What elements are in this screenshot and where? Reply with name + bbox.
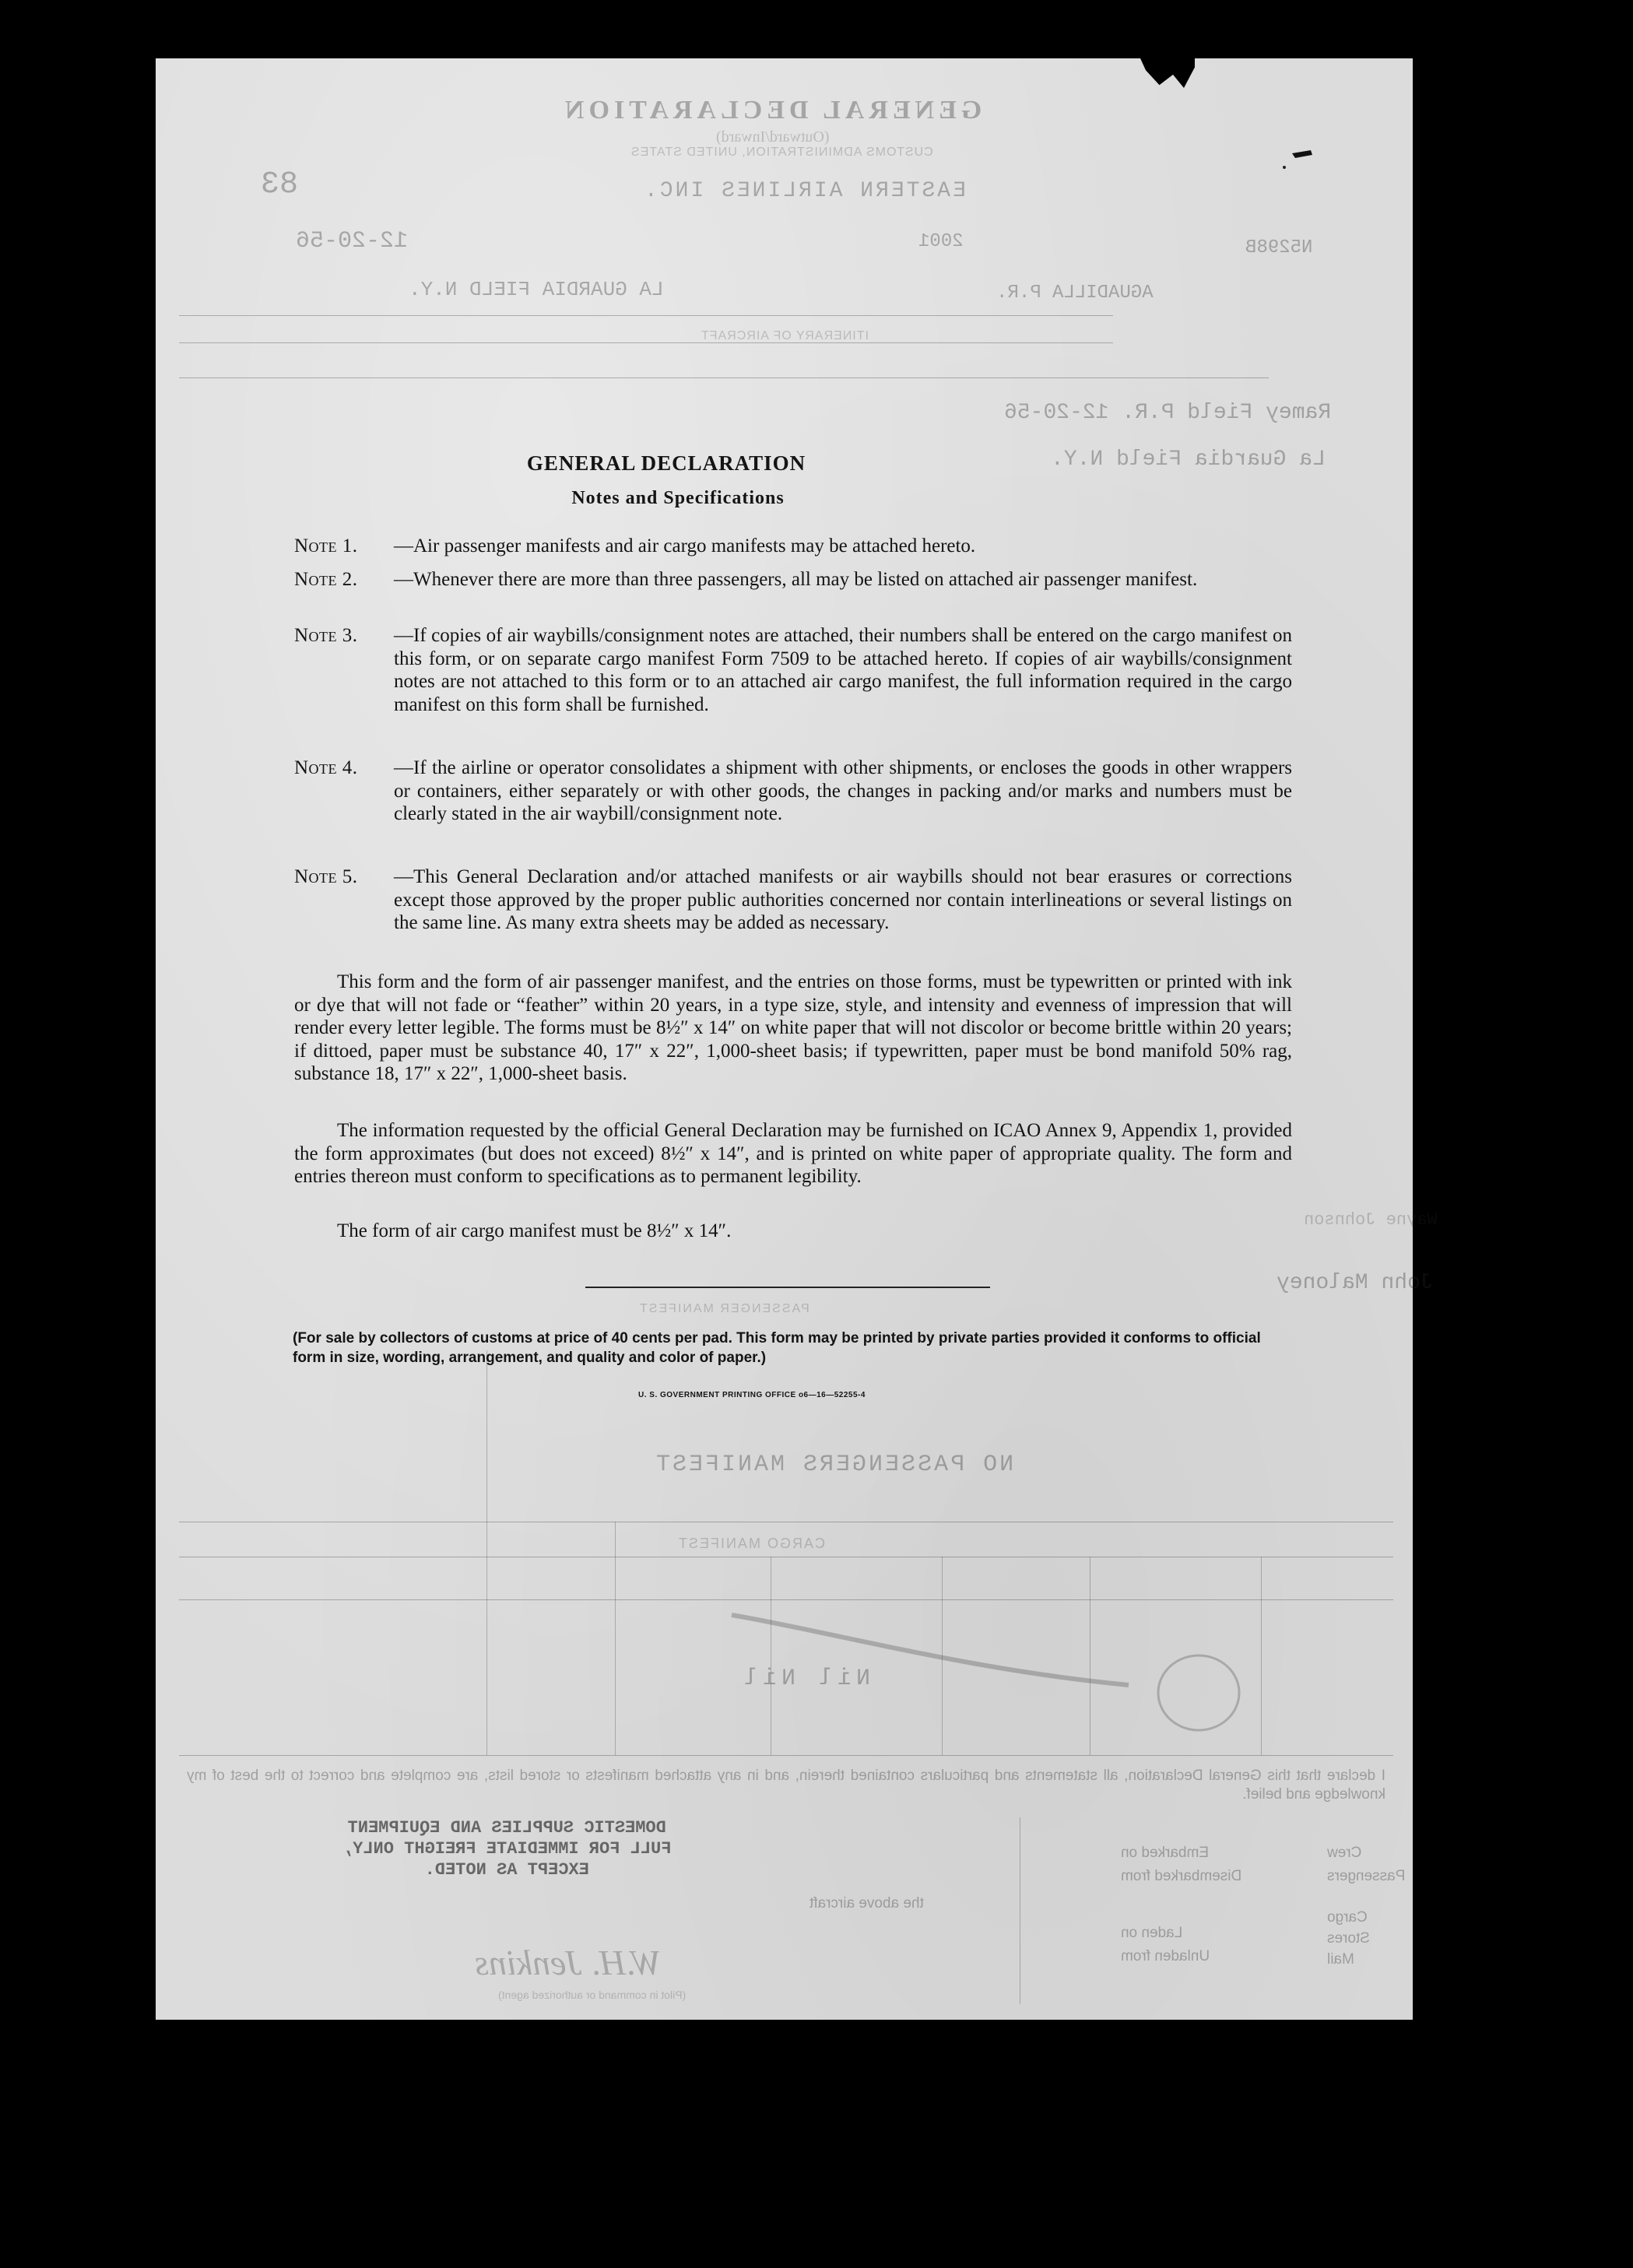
printer-imprint: U. S. GOVERNMENT PRINTING OFFICE o6—16—52255-4 — [638, 1391, 866, 1399]
bleed-round-stamp — [1152, 1646, 1245, 1740]
bleed-stores-label: Stores — [1327, 1930, 1370, 1947]
bleed-page-number: 83 — [261, 167, 299, 202]
stamp-line: FULL FOR IMMEDIATE FREIGHT ONLY, — [342, 1839, 672, 1859]
bleed-declaration: I declare that this General Declaration, all statements and particulars contained therein, and in any attached manifests or stored lists, are complete and correct to the best of my knowledge and belief. — [187, 1768, 1385, 1803]
bleed-signature: W.H. Jenkins — [475, 1943, 662, 1982]
bleed-flight-no: 2001 — [918, 231, 964, 252]
bleed-rule — [179, 342, 1113, 343]
bleed-cargo-manifest: CARGO MANIFEST — [677, 1536, 826, 1551]
bleed-crew-label: Crew — [1327, 1845, 1362, 1861]
note-1 — [294, 535, 1292, 558]
sale-notice: (For sale by collectors of customs at price of 40 cents per pad. This form may be printed by private parties provided it conforms to official form in size, wording, arrangement, and quality and color of paper.) — [293, 1330, 1261, 1366]
note-text: —If copies of air waybills/consignment notes are attached, their numbers shall be entered on the cargo manifest on this form, or on separate cargo manifest Form 7509 to be attached hereto. If copies of air waybills/consignment notes are not attached to this form or to an attached air cargo manifest, the full information required in the cargo manifest on this form shall be furnished. — [394, 625, 1292, 715]
bleed-date: 12-20-56 — [296, 228, 409, 255]
note-label: Note 5. — [294, 866, 358, 887]
bleed-embarked: Embarked on — [1121, 1845, 1210, 1861]
bleed-itinerary-heading: ITINERARY OF AIRCRAFT — [701, 329, 869, 342]
bleed-cargo-entry: Nil Nil — [739, 1666, 871, 1692]
bleed-cargo-label: Cargo — [1327, 1909, 1368, 1926]
note-label: Note 2. — [294, 569, 358, 590]
note-text: —Whenever there are more than three passengers, all may be listed on attached air passenger manifest. — [394, 569, 1198, 590]
bleed-mail-label: Mail — [1327, 1951, 1354, 1968]
stamp-line: DOMESTIC SUPPLIES AND EQUIPMENT — [347, 1818, 666, 1838]
bleed-rule — [179, 315, 1113, 316]
bleed-stop-1: Ramey Field P.R. 12-20-56 — [1004, 401, 1332, 425]
bleed-agency: CUSTOMS ADMINISTRATION, UNITED STATES — [630, 146, 933, 159]
bleed-marks: N5298B — [1245, 237, 1313, 258]
form-requirements-paragraph: This form and the form of air passenger manifest, and the entries on those forms, must be typewritten or printed with ink or dye that will not fade or “feather” within 20 years, in a type size, style, and intensity and evenness of impression that will render every letter legible. The forms must be 8½″ x 14″ on white paper that will not discolor or become brittle within 20 years; if dittoed, paper must be substance 40, 17″ x 22″, 1,000-sheet basis; if typewritten, paper must be bond manifold 50% rag, substance 18, 17″ x 22″, 1,000-sheet basis. — [294, 971, 1292, 1084]
note-2 — [294, 568, 1292, 592]
bleed-owner-operator: EASTERN AIRLINES INC. — [642, 179, 966, 203]
bleed-unladen: Unladen from — [1121, 1948, 1210, 1964]
page-subtitle: Notes and Specifications — [571, 488, 785, 508]
bleed-heading: GENERAL DECLARATION — [560, 96, 982, 125]
bleed-heading-sub: (Outward/Inward) — [716, 128, 830, 146]
bleed-rule — [179, 377, 1269, 378]
bleed-rule — [615, 1522, 616, 1755]
page-title: GENERAL DECLARATION — [526, 451, 806, 475]
bleed-above-aircraft: the above aircraft — [809, 1895, 924, 1912]
bleed-rule — [486, 1350, 487, 1755]
bleed-no-passengers: NO PASSENGERS MANIFEST — [654, 1452, 1014, 1478]
bleed-crew-2: John Maloney — [1277, 1271, 1434, 1295]
ink-mark — [1277, 144, 1323, 191]
note-label: Note 4. — [294, 757, 358, 778]
bleed-customs-stamp — [342, 1817, 671, 1880]
note-text: —This General Declaration and/or attached manifests or air waybills should not bear erasures or corrections except those approved by the proper public authorities concerned nor contain interlineations or several listings on the same line. As many extra sheets may be added as necessary. — [394, 866, 1292, 933]
bleed-departure: AGUADILLA P.R. — [996, 283, 1154, 304]
note-3 — [294, 624, 1292, 716]
note-text: —If the airline or operator consolidates a shipment with other shipments, or encloses the goods in other wrappers or containers, either separately or with other goods, the changes in packing and/or marks and numbers must be clearly stated in the air waybill/consignment note. — [394, 757, 1292, 824]
document-sheet — [156, 58, 1438, 2020]
bleed-rule — [179, 1755, 1393, 1756]
bleed-passenger-manifest: PASSENGER MANIFEST — [638, 1302, 809, 1315]
divider-rule — [585, 1287, 990, 1288]
note-text: —Air passenger manifests and air cargo manifests may be attached hereto. — [394, 535, 976, 556]
icao-paragraph: The information requested by the official General Declaration may be furnished on ICAO Annex 9, Appendix 1, provided the form approximates (but does not exceed) 8½″ x 14″, and is printed on white paper of appropriate quality. The form and entries thereon must conform to specifications as to permanent legibility. — [294, 1120, 1292, 1187]
bleed-rule — [1261, 1557, 1262, 1755]
bleed-crew-1: Wayne Johnson — [1304, 1210, 1438, 1230]
note-label: Note 3. — [294, 625, 358, 646]
note-5 — [294, 865, 1292, 935]
bleed-diagonal-stroke — [732, 1599, 1136, 1693]
cargo-form-size-paragraph: The form of air cargo manifest must be 8½″ x 14″. — [337, 1220, 732, 1241]
stamp-line: EXCEPT AS NOTED. — [424, 1860, 589, 1880]
bleed-arrival: LA GUARDIA FIELD N.Y. — [409, 278, 664, 301]
note-4 — [294, 757, 1292, 826]
bleed-stop-2: La Guardia Field N.Y. — [1051, 448, 1326, 472]
note-label: Note 1. — [294, 535, 358, 556]
bleed-passengers-label: Passengers — [1327, 1868, 1406, 1884]
bleed-signature-caption: (Pilot in command or authorized agent) — [498, 1989, 687, 2001]
bleed-disembarked: Disembarked from — [1121, 1868, 1242, 1884]
bleed-laden: Laden on — [1121, 1925, 1183, 1941]
